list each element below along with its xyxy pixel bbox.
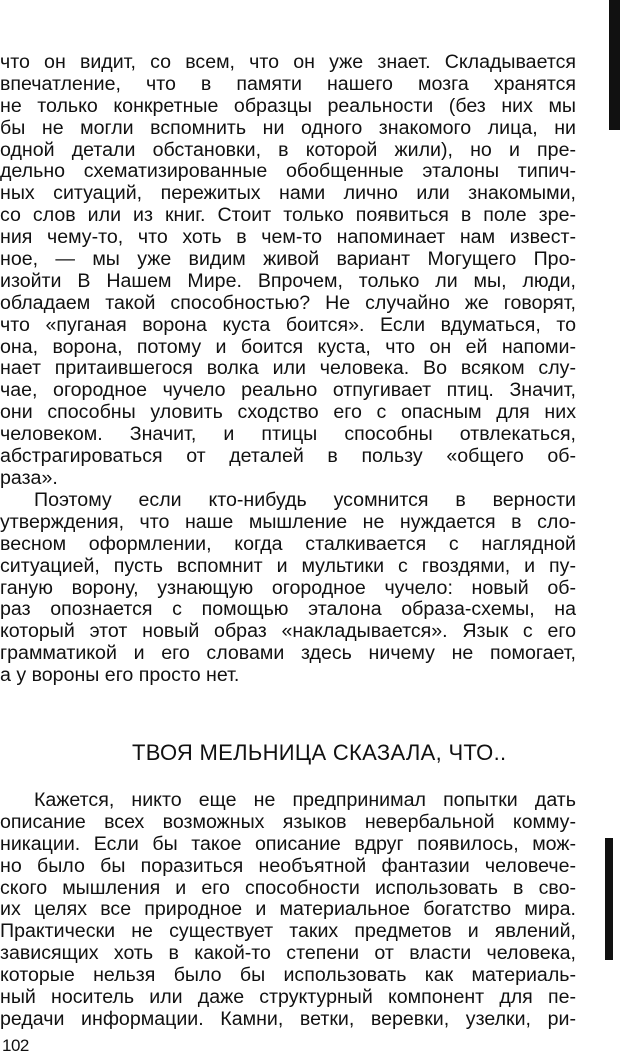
text-line: ный носитель или даже структурный компонент для пе- xyxy=(0,986,576,1009)
text-line: ского мышления и его способности использовать в сво- xyxy=(0,876,576,899)
text-line: она, ворона, потому и боится куста, что он ей напоми- xyxy=(0,335,576,358)
text-line: ситуацией, пусть вспомнит и мультики с гвоздями, и пу- xyxy=(0,554,576,577)
text-line: они способны уловить сходство его с опасным для них xyxy=(0,401,576,424)
text-line: их целях все природное и материальное богатство мира. xyxy=(0,898,576,921)
text-line: абстрагироваться от деталей в пользу «общего об- xyxy=(0,445,576,468)
text-line: грамматикой и его словами здесь ничему не помогает, xyxy=(0,642,576,665)
text-line: бы не могли вспомнить ни одного знакомого лица, ни xyxy=(0,116,576,139)
text-line: чае, огородное чучело реально отпугивает птиц. Значит, xyxy=(0,379,576,402)
section-heading: ТВОЯ МЕЛЬНИЦА СКАЗАЛА, ЧТО.. xyxy=(132,740,507,765)
text-line: утверждения, что наше мышление не нуждается в сло- xyxy=(0,510,576,533)
text-line: ное, — мы уже видим живой вариант Могущего Про- xyxy=(0,248,576,271)
text-line: обладаем такой способностью? Не случайно же говорят, xyxy=(0,291,576,314)
text-line: изойти В Нашем Мире. Впрочем, только ли мы, люди, xyxy=(0,269,576,292)
text-line: впечатление, что в памяти нашего мозга хранятся xyxy=(0,72,576,95)
text-line: раз опознается с помощью эталона образа-схемы, на xyxy=(0,598,576,621)
text-line: Поэтому если кто-нибудь усомнится в верности xyxy=(34,489,576,511)
page-edge-bar-bottom xyxy=(605,838,613,960)
text-line: Практически не существует таких предметов и явлений, xyxy=(0,920,576,943)
text-line: Кажется, никто еще не предпринимал попытки дать xyxy=(34,789,576,811)
page-edge-bar-top xyxy=(609,0,620,130)
text-line: а у вороны его просто нет. xyxy=(0,664,240,687)
paragraph-2 xyxy=(0,490,576,687)
text-line: описание всех возможных языков невербальной комму- xyxy=(0,810,576,833)
text-line: не только конкретные образцы реальности (без них мы xyxy=(0,94,576,117)
text-line: человеком. Значит, и птицы способны отвлекаться, xyxy=(0,423,576,446)
page-number: 102 xyxy=(2,1036,29,1055)
text-line: ния чему-то, что хоть в чем-то напоминает нам извест- xyxy=(0,226,576,249)
text-line: никации. Если бы такое описание вдруг появилось, мож- xyxy=(0,832,576,855)
text-line: ганую ворону, узнающую огородное чучело: новый об- xyxy=(0,576,576,599)
text-line: раза». xyxy=(0,466,58,489)
text-line: дельно схематизированные обобщенные эталоны типич- xyxy=(0,160,576,183)
text-line: нает притаившегося волка или человека. Во всяком слу- xyxy=(0,357,576,380)
text-line: который этот новый образ «накладывается». Язык с его xyxy=(0,620,576,643)
text-line: которые нельзя было бы использовать как материаль- xyxy=(0,964,576,987)
text-line: но было бы поразиться необъятной фантазии человече- xyxy=(0,854,576,877)
paragraph-1 xyxy=(0,52,576,490)
paragraph-3 xyxy=(0,790,576,1031)
text-line: со слов или из книг. Стоит только появиться в поле зре- xyxy=(0,204,576,227)
text-line: весном оформлении, когда сталкивается с наглядной xyxy=(0,532,576,555)
text-line: ных ситуаций, пережитых нами лично или знакомыми, xyxy=(0,182,576,205)
text-line: что «пуганая ворона куста боится». Если вдуматься, то xyxy=(0,313,576,336)
text-line: редачи информации. Камни, ветки, веревки, узелки, ри- xyxy=(0,1007,576,1030)
text-line: одной детали обстановки, в которой жили), но и пре- xyxy=(0,138,576,161)
text-line: зависящих хоть в какой-то степени от власти человека, xyxy=(0,942,576,965)
text-line: что он видит, со всем, что он уже знает. Складывается xyxy=(0,51,576,73)
